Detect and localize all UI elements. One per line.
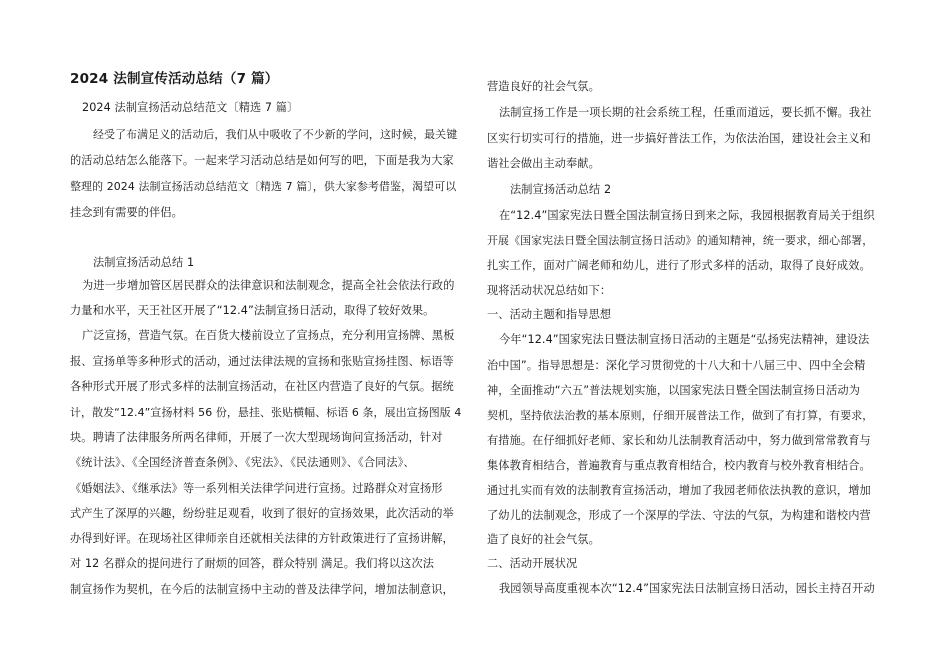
text-line: 整理的 2024 法制宣扬活动总结范文〔精选 7 篇〕，供大家参考借鉴，渴望可以 (70, 180, 457, 193)
text-line: 报、宣扬单等多种形式的活动，通过法律法规的宣扬和张贴宣扬挂图、标语等 (70, 355, 454, 368)
document-title: 2024 法制宣传活动总结（7 篇） (70, 71, 279, 87)
text-line: 现将活动状况总结如下： (487, 284, 612, 297)
text-line: 经受了布满足义的活动后，我们从中吸收了不少新的学问，这时候，最关键 (93, 128, 458, 141)
text-line: 对 12 名群众的提问进行了耐烦的回答，群众特别 满足。我们将以这次法 (70, 557, 435, 570)
subsection-heading: 一、活动主题和指导思想 (487, 308, 612, 321)
text-line: 造了良好的社会气氛。 (487, 533, 600, 546)
text-line: 扎实工作，面对广阔老师和幼儿，进行了形式多样的活动，取得了良好成效。 (487, 259, 871, 272)
text-line: 各种形式开展了形式多样的法制宣扬活动，在社区内营造了良好的气氛。据统 (70, 380, 454, 393)
section-heading: 法制宣扬活动总结 1 (93, 256, 195, 269)
text-line: 广泛宣扬，营造气氛。在百货大楼前设立了宣扬点，充分利用宣扬牌、黑板 (82, 329, 455, 342)
text-line: 谐社会做出主动奉献。 (487, 157, 600, 170)
text-line: 有措施。在仔细抓好老师、家长和幼儿法制教育活动中，努力做到常常教育与 (487, 434, 871, 447)
subsection-heading: 二、活动开展状况 (487, 557, 578, 570)
text-line: 式产生了深厚的兴趣，纷纷驻足观看，收到了很好的宣扬效果，此次活动的举 (70, 507, 454, 520)
text-line: 治中国”。指导思想是：深化学习贯彻党的十八大和十八届三中、四中全会精 (487, 359, 866, 372)
subtitle-line: 2024 法制宣扬活动总结范文〔精选 7 篇〕 (82, 101, 299, 114)
text-line: 法制宣扬工作是一项长期的社会系统工程，任重而道远，要长抓不懈。我社 (499, 106, 872, 119)
text-line: 的活动总结怎么能落下。一起来学习活动总结是如何写的吧，下面是我为大家 (70, 154, 454, 167)
text-line: 在“12.4”国家宪法日暨全国法制宣扬日到来之际，我园根据教育局关于组织 (499, 209, 875, 222)
text-line: 《婚姻法》、《继承法》等一系列相关法律学问进行宣扬。过路群众对宣扬形 (70, 482, 443, 495)
text-line: 制宣扬作为契机，在今后的法制宣扬中主动的普及法律学问，增加法制意识， (70, 583, 454, 596)
text-line: 挂念到有需要的伴侣。 (70, 206, 183, 219)
text-line: 《统计法》、《全国经济普查条例》、《宪法》、《民法通则》、《合同法》、 (70, 456, 415, 469)
text-line: 神，全面推动“六五”普法规划实施，以国家宪法日暨全国法制宣扬日活动为 (487, 384, 860, 397)
text-line: 块。聘请了法律服务所两名律师，开展了一次大型现场询问宣扬活动，针对 (70, 431, 443, 444)
text-line: 为进一步增加管区居民群众的法律意识和法制观念，提高全社会依法行政的 (82, 279, 455, 292)
text-line: 集体教育相结合，普遍教育与重点教育相结合，校内教育与校外教育相结合。 (487, 459, 871, 472)
text-line: 了幼儿的法制观念，形成了一个深厚的学法、守法的气氛，为构建和谐校内营 (487, 509, 871, 522)
text-line: 办得到好评。在现场社区律师亲自还就相关法律的方针政策进行了宣扬讲解， (70, 532, 454, 545)
text-line: 营造良好的社会气氛。 (487, 80, 600, 93)
text-line: 区实行切实可行的措施，进一步搞好普法工作，为依法治国，建设社会主义和 (487, 132, 871, 145)
text-line: 今年“12.4”国家宪法日暨法制宣扬日活动的主题是“弘扬宪法精神，建设法 (499, 333, 870, 346)
text-line: 我园领导高度重视本次“12.4”国家宪法日法制宣扬日活动，园长主持召开动 (499, 582, 875, 595)
text-line: 力量和水平，天王社区开展了“12.4”法制宣扬日活动，取得了较好效果。 (70, 304, 435, 317)
text-line: 通过扎实而有效的法制教育宣扬活动，增加了我园老师依法执教的意识，增加 (487, 484, 871, 497)
text-line: 计，散发“12.4”宣扬材料 56 份，悬挂、张贴横幅、标语 6 条，展出宣扬图版 4 (70, 406, 462, 419)
section-heading: 法制宣扬活动总结 2 (510, 183, 612, 196)
text-line: 开展《国家宪法日暨全国法制宣扬日活动》的通知精神，统一要求，细心部署， (487, 234, 874, 247)
text-line: 契机，坚持依法治教的基本原则，仔细开展普法工作，做到了有打算，有要求， (487, 409, 874, 422)
